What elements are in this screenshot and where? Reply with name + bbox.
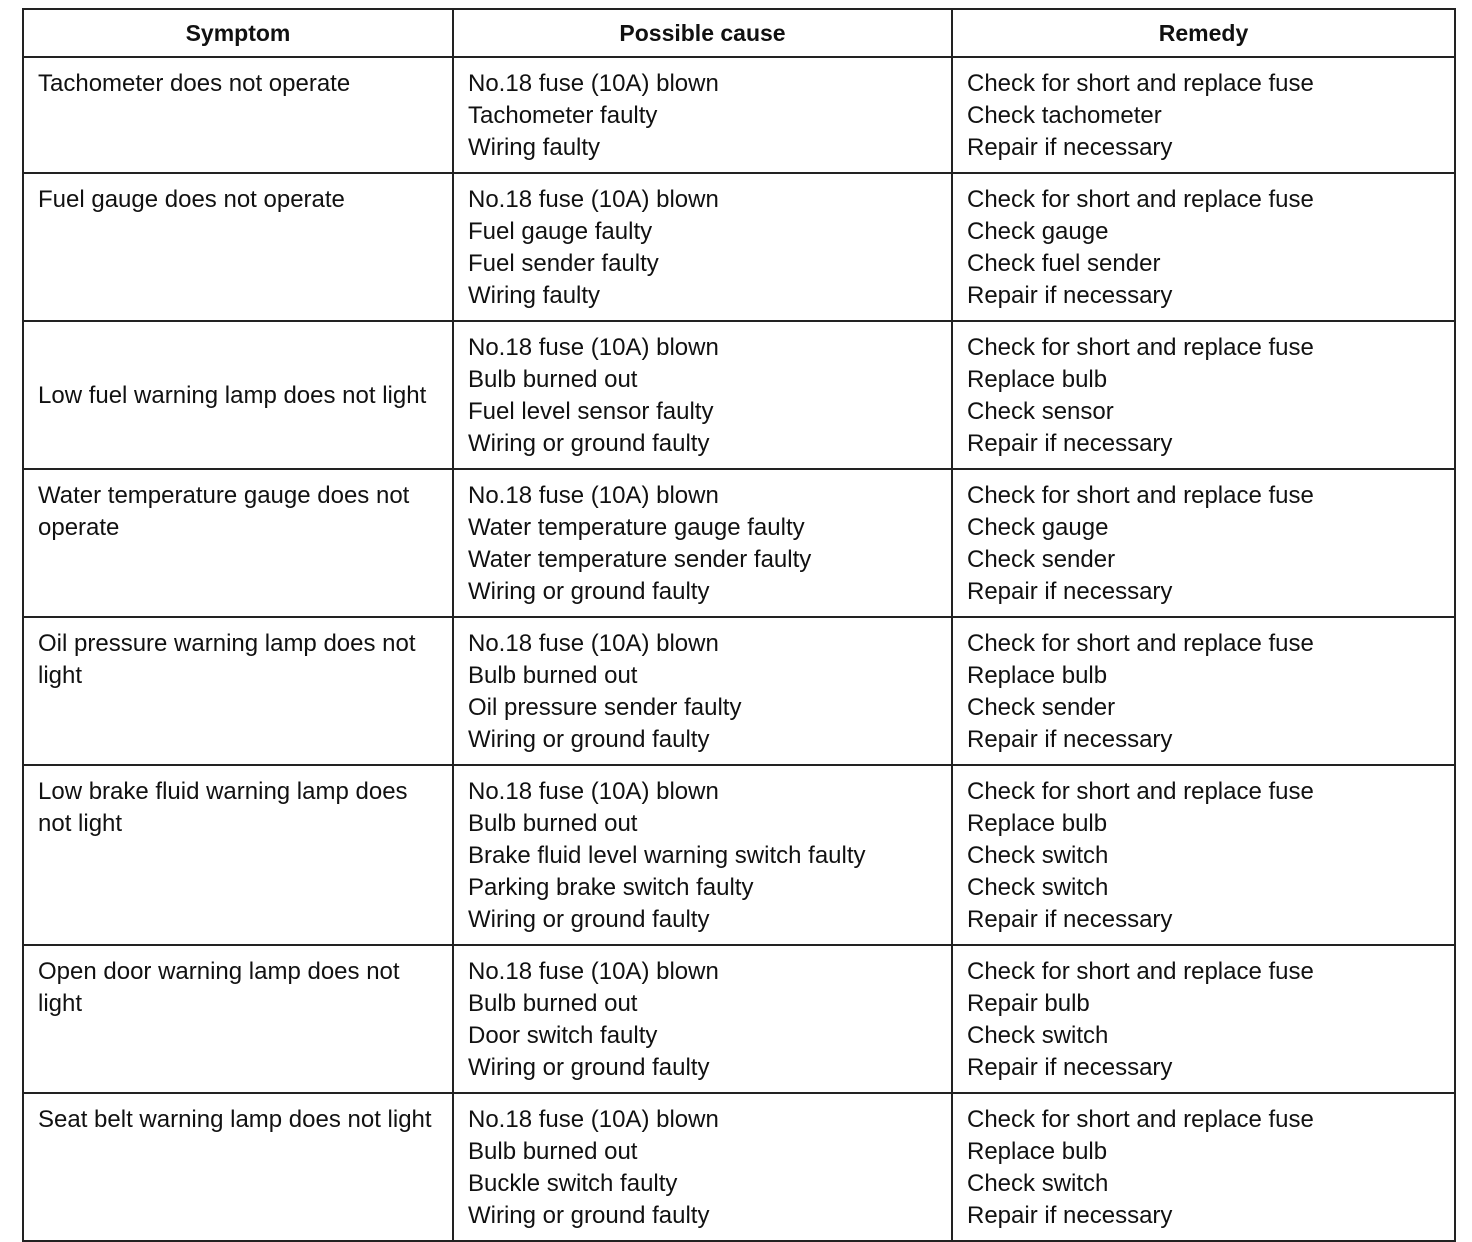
cause-cell: [453, 765, 952, 945]
symptom-cell: [23, 945, 453, 1093]
remedy-line: Check switch: [967, 874, 1109, 901]
cause-line: Fuel gauge faulty: [468, 218, 653, 245]
remedy-line: Check for short and replace fuse: [967, 630, 1314, 657]
cause-line: No.18 fuse (10A) blown: [468, 630, 719, 657]
cause-line: Wiring faulty: [468, 282, 601, 309]
cause-line: Wiring or ground faulty: [468, 578, 710, 605]
cause-line: Parking brake switch faulty: [468, 874, 754, 901]
cause-cell: [453, 1093, 952, 1241]
remedy-line: Check for short and replace fuse: [967, 334, 1314, 361]
cause-line: Bulb burned out: [468, 810, 638, 837]
remedy-line: Replace bulb: [967, 810, 1108, 837]
symptom-text: Fuel gauge does not operate: [38, 186, 345, 213]
cause-line: No.18 fuse (10A) blown: [468, 1106, 719, 1133]
remedy-line: Replace bulb: [967, 1138, 1108, 1165]
cause-line: No.18 fuse (10A) blown: [468, 778, 719, 805]
cause-line: Brake fluid level warning switch faulty: [468, 842, 866, 869]
cause-line: Bulb burned out: [468, 662, 638, 689]
cause-line: Wiring or ground faulty: [468, 1202, 710, 1229]
remedy-cell: [952, 57, 1455, 173]
remedy-line: Repair bulb: [967, 990, 1090, 1017]
cause-cell: [453, 945, 952, 1093]
cause-line: Wiring or ground faulty: [468, 726, 710, 753]
symptom-text: Oil pressure warning lamp does not light: [38, 630, 416, 689]
symptom-cell: [23, 469, 453, 617]
remedy-line: Check switch: [967, 1022, 1109, 1049]
cause-line: Fuel level sensor faulty: [468, 398, 714, 425]
table-row: [23, 57, 1455, 173]
table-row: [23, 321, 1455, 469]
remedy-line: Repair if necessary: [967, 1202, 1173, 1229]
cause-line: No.18 fuse (10A) blown: [468, 958, 719, 985]
remedy-line: Check for short and replace fuse: [967, 778, 1314, 805]
cause-line: Wiring or ground faulty: [468, 906, 710, 933]
remedy-line: Check fuel sender: [967, 250, 1161, 277]
remedy-line: Replace bulb: [967, 366, 1108, 393]
cause-line: No.18 fuse (10A) blown: [468, 482, 719, 509]
remedy-line: Check for short and replace fuse: [967, 70, 1314, 97]
remedy-cell: [952, 469, 1455, 617]
cause-line: No.18 fuse (10A) blown: [468, 70, 719, 97]
cause-line: No.18 fuse (10A) blown: [468, 334, 719, 361]
table-row: [23, 765, 1455, 945]
cause-line: Bulb burned out: [468, 366, 638, 393]
table-row: [23, 469, 1455, 617]
troubleshooting-table: [22, 8, 1456, 1242]
symptom-cell: [23, 1093, 453, 1241]
cause-cell: [453, 617, 952, 765]
remedy-cell: [952, 173, 1455, 321]
header-symptom: Symptom: [23, 9, 453, 57]
remedy-line: Repair if necessary: [967, 1054, 1173, 1081]
remedy-line: Check switch: [967, 842, 1109, 869]
remedy-line: Check gauge: [967, 218, 1109, 245]
remedy-line: Check for short and replace fuse: [967, 1106, 1314, 1133]
symptom-cell: [23, 765, 453, 945]
header-possible-cause: Possible cause: [453, 9, 952, 57]
cause-line: Oil pressure sender faulty: [468, 694, 742, 721]
symptom-text: Open door warning lamp does not light: [38, 958, 400, 1017]
cause-cell: [453, 173, 952, 321]
symptom-text: Low brake fluid warning lamp does not light: [38, 778, 408, 837]
cause-line: Tachometer faulty: [468, 102, 658, 129]
table-row: [23, 617, 1455, 765]
symptom-cell: [23, 617, 453, 765]
cause-cell: [453, 321, 952, 469]
remedy-line: Check gauge: [967, 514, 1109, 541]
symptom-cell: [23, 173, 453, 321]
symptom-text: Low fuel warning lamp does not light: [38, 382, 427, 409]
header-row: [23, 9, 1455, 57]
symptom-cell: [23, 57, 453, 173]
table-row: [23, 173, 1455, 321]
cause-line: Bulb burned out: [468, 1138, 638, 1165]
symptom-text: Tachometer does not operate: [38, 70, 351, 97]
cause-line: Water temperature gauge faulty: [468, 514, 805, 541]
remedy-line: Repair if necessary: [967, 282, 1173, 309]
remedy-line: Repair if necessary: [967, 906, 1173, 933]
cause-line: Wiring or ground faulty: [468, 1054, 710, 1081]
table-row: [23, 1093, 1455, 1241]
remedy-line: Repair if necessary: [967, 134, 1173, 161]
remedy-line: Repair if necessary: [967, 726, 1173, 753]
cause-line: No.18 fuse (10A) blown: [468, 186, 719, 213]
remedy-line: Check tachometer: [967, 102, 1162, 129]
symptom-text: Seat belt warning lamp does not light: [38, 1106, 432, 1133]
symptom-text: Water temperature gauge does not operate: [38, 482, 410, 541]
cause-line: Wiring or ground faulty: [468, 430, 710, 457]
remedy-cell: [952, 765, 1455, 945]
remedy-cell: [952, 617, 1455, 765]
remedy-line: Check sender: [967, 694, 1116, 721]
cause-line: Bulb burned out: [468, 990, 638, 1017]
remedy-cell: [952, 321, 1455, 469]
cause-cell: [453, 469, 952, 617]
remedy-line: Check for short and replace fuse: [967, 186, 1314, 213]
cause-cell: [453, 57, 952, 173]
table-row: [23, 945, 1455, 1093]
cause-line: Door switch faulty: [468, 1022, 658, 1049]
remedy-line: Replace bulb: [967, 662, 1108, 689]
cause-line: Water temperature sender faulty: [468, 546, 812, 573]
cause-line: Wiring faulty: [468, 134, 601, 161]
header-remedy: Remedy: [952, 9, 1455, 57]
remedy-line: Repair if necessary: [967, 578, 1173, 605]
symptom-cell: [23, 321, 453, 469]
remedy-cell: [952, 1093, 1455, 1241]
remedy-line: Check for short and replace fuse: [967, 958, 1314, 985]
remedy-line: Check sensor: [967, 398, 1114, 425]
cause-line: Fuel sender faulty: [468, 250, 659, 277]
remedy-line: Check for short and replace fuse: [967, 482, 1314, 509]
cause-line: Buckle switch faulty: [468, 1170, 678, 1197]
remedy-cell: [952, 945, 1455, 1093]
remedy-line: Repair if necessary: [967, 430, 1173, 457]
remedy-line: Check sender: [967, 546, 1116, 573]
remedy-line: Check switch: [967, 1170, 1109, 1197]
